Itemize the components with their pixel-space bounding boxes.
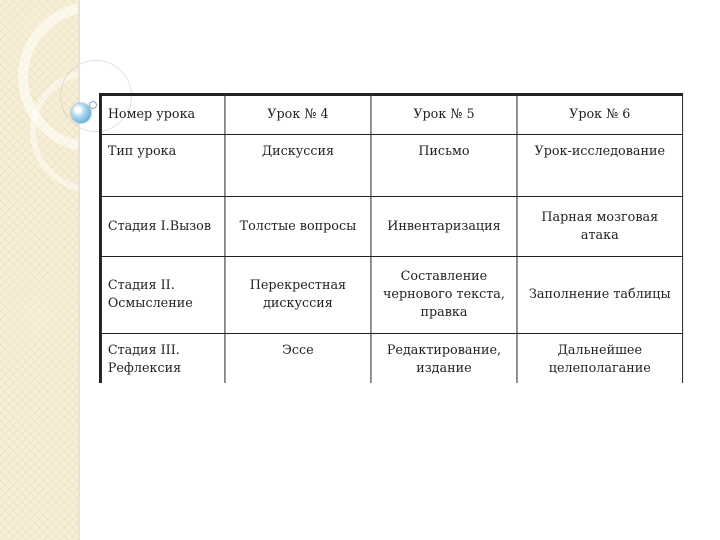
table-cell: Эссе	[225, 334, 371, 384]
table-row	[100, 197, 682, 257]
table-row	[100, 257, 682, 334]
lesson-plan-table	[99, 93, 683, 383]
table-cell: Парная мозговая атака	[517, 197, 683, 257]
lesson-table-container	[99, 93, 693, 383]
table-row	[100, 334, 682, 384]
table-cell: Письмо	[371, 135, 517, 197]
table-cell: Урок-исследование	[517, 135, 683, 197]
row-label-cell: Тип урока	[100, 135, 224, 197]
sidebar-divider	[78, 0, 80, 540]
row-label-cell: Стадия II. Осмысление	[100, 257, 224, 334]
header-cell: Урок № 4	[225, 95, 371, 135]
table-header-row	[100, 95, 682, 135]
slide-sidebar-decoration	[0, 0, 79, 540]
header-cell: Урок № 6	[517, 95, 683, 135]
table-cell: Редактирование, издание	[371, 334, 517, 384]
row-label-cell: Стадия III. Рефлексия	[100, 334, 224, 384]
table-cell: Дискуссия	[225, 135, 371, 197]
table-cell: Толстые вопросы	[225, 197, 371, 257]
table-row	[100, 135, 682, 197]
header-cell: Номер урока	[100, 95, 224, 135]
bullet-circle-icon	[71, 103, 91, 123]
table-cell: Заполнение таблицы	[517, 257, 683, 334]
row-label-cell: Стадия I.Вызов	[100, 197, 224, 257]
header-cell: Урок № 5	[371, 95, 517, 135]
table-cell: Перекрестная дискуссия	[225, 257, 371, 334]
small-bullet-icon	[89, 101, 97, 109]
table-cell: Инвентаризация	[371, 197, 517, 257]
table-cell: Составление чернового текста, правка	[371, 257, 517, 334]
table-cell: Дальнейшее целеполагание	[517, 334, 683, 384]
